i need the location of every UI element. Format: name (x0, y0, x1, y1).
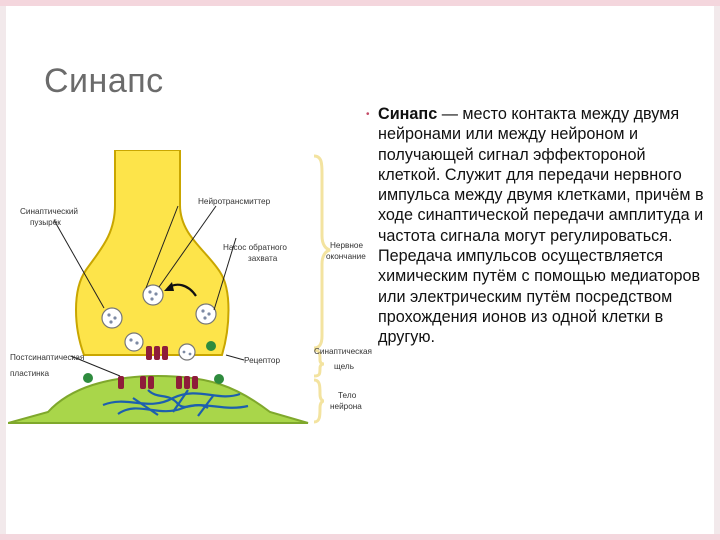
pump (206, 341, 216, 351)
receptor (162, 346, 168, 360)
receptor (184, 376, 190, 389)
vesicle (196, 304, 216, 324)
synapse-diagram (8, 150, 388, 440)
vesicle (102, 308, 122, 328)
slide-top-bar (0, 0, 720, 6)
label-body-2: нейрона (330, 402, 362, 411)
receptor (154, 346, 160, 360)
slide-title: Синапс (44, 62, 164, 100)
receptor (192, 376, 198, 389)
label-pump-2: захвата (248, 254, 278, 263)
pump (214, 374, 224, 384)
receptor (176, 376, 182, 389)
postsynaptic-neuron (8, 376, 308, 423)
label-ending-2: окончание (326, 252, 366, 261)
label-vesicle-2: пузырёк (30, 218, 61, 227)
label-vesicle-1: Синаптический (20, 207, 78, 216)
label-postsyn-2: пластинка (10, 369, 50, 378)
label-body-1: Тело (338, 391, 357, 400)
receptor (118, 376, 124, 389)
label-postsyn-1: Постсинаптическая (10, 353, 85, 362)
label-pump-1: Насос обратного (223, 243, 287, 252)
receptor (146, 346, 152, 360)
label-neurotransmitter: Нейротрансмиттер (198, 197, 271, 206)
receptor (148, 376, 154, 389)
bullet-term: Синапс (378, 105, 438, 123)
pump (83, 373, 93, 383)
label-receptor: Рецептор (244, 356, 281, 365)
receptor (140, 376, 146, 389)
vesicle (125, 333, 143, 351)
label-cleft-1: Синаптическая (314, 347, 372, 356)
bullet-icon: • (366, 109, 370, 120)
label-ending-1: Нервное (330, 241, 363, 250)
slide-bottom-bar (0, 534, 720, 540)
definition-bullet (366, 104, 710, 348)
label-cleft-2: щель (334, 362, 354, 371)
region-brackets (314, 156, 330, 422)
vesicle (179, 344, 195, 360)
bullet-text: — место контакта между двумя нейронами или между нейроном и получающей сигнал эффектороной клеткой. Служит для передачи нервного импульса между двумя клетками, причём в ходе синаптической передачи амплитуда и частота сигнала могут регулироваться. Передача импульсов осуществляется химическим путём с помощью медиаторов или электрическим путём посредством прохождения ионов из одной клетки в другую. (378, 105, 704, 347)
